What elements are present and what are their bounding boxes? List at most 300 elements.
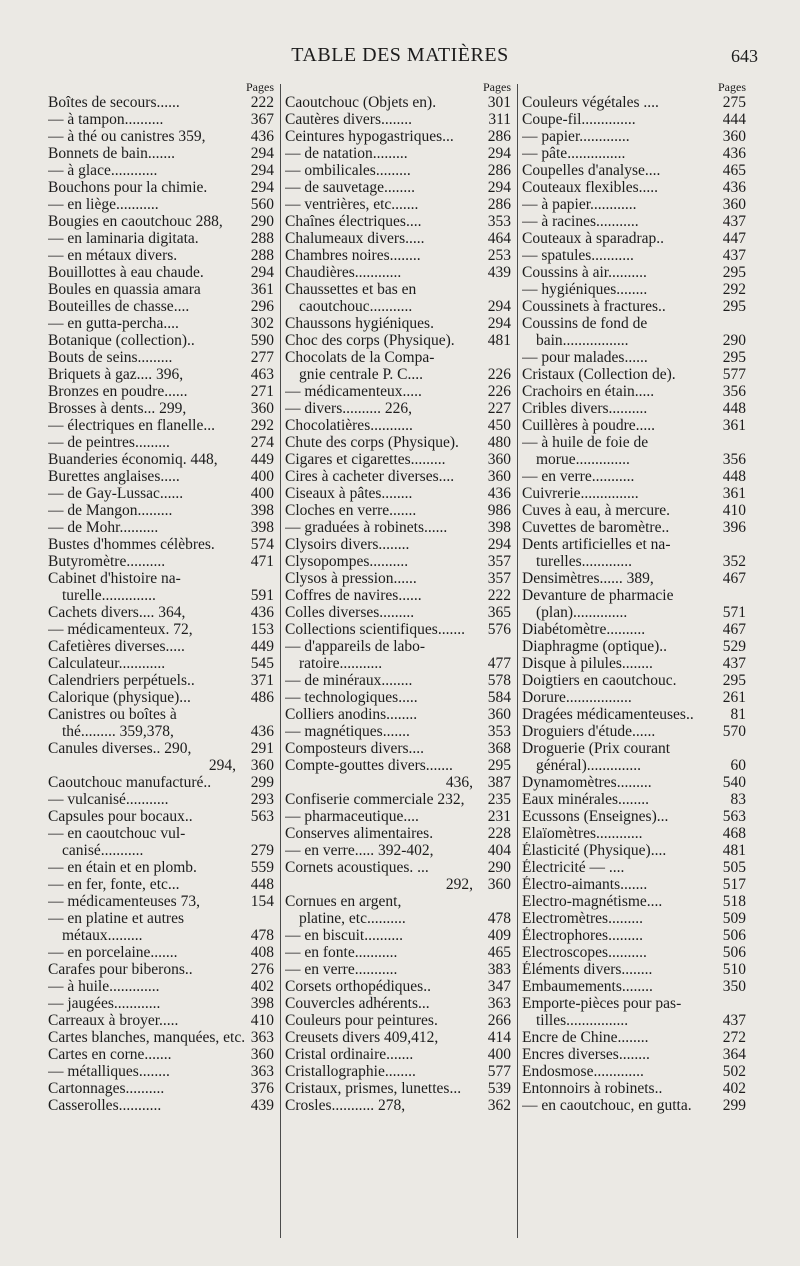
entry-term: Cires à cacheter diverses....	[285, 468, 455, 485]
entry-page: 272	[720, 1029, 746, 1046]
entry-term: — à thé ou canistres 359,	[48, 128, 206, 145]
entry-page: 301	[485, 94, 511, 111]
entry-page: 363	[248, 1029, 274, 1046]
index-entry	[522, 876, 748, 893]
index-entry	[48, 978, 276, 995]
index-entry	[48, 655, 276, 672]
page-title: TABLE DES MATIÈRES	[291, 44, 509, 66]
entry-term: Carafes pour biberons..	[48, 961, 193, 978]
index-entry	[285, 706, 513, 723]
index-entry	[48, 740, 276, 757]
entry-term: — à papier............	[522, 196, 637, 213]
index-entry	[48, 774, 276, 791]
entry-page: 295	[720, 672, 746, 689]
entry-term: Devanture de pharmacie	[522, 587, 674, 604]
pages-heading: Pages	[718, 80, 746, 94]
entry-page: 468	[720, 825, 746, 842]
index-entry	[285, 604, 513, 621]
entry-term: — de natation.........	[285, 145, 408, 162]
entry-page: 361	[720, 417, 746, 434]
entry-term: Chambres noires........	[285, 247, 421, 264]
index-entry	[48, 281, 276, 298]
index-entry	[522, 961, 748, 978]
index-entry	[522, 774, 748, 791]
index-entry	[522, 298, 748, 315]
entry-term: — médicamenteux.....	[285, 383, 422, 400]
index-entry	[285, 553, 513, 570]
entry-term: Cartes en corne.......	[48, 1046, 172, 1063]
entry-term: — pâte...............	[522, 145, 626, 162]
entry-term: Capsules pour bocaux..	[48, 808, 193, 825]
index-entry	[285, 349, 513, 366]
entry-term: général)..............	[536, 757, 642, 774]
index-entry	[522, 1063, 748, 1080]
entry-term: caoutchouc...........	[299, 298, 413, 315]
entry-page: 574	[248, 536, 274, 553]
index-entry	[522, 332, 748, 349]
index-entry	[48, 128, 276, 145]
index-entry	[48, 1012, 276, 1029]
index-entry	[285, 638, 513, 655]
entry-term: — technologiques.....	[285, 689, 418, 706]
entry-term: Choc des corps (Physique).	[285, 332, 455, 349]
entry-term: — divers.......... 226,	[285, 400, 413, 417]
entry-page: 360	[485, 451, 511, 468]
index-entry	[48, 247, 276, 264]
index-entry	[522, 842, 748, 859]
entry-page: 361	[720, 485, 746, 502]
entry-page: 231	[485, 808, 511, 825]
index-column-2	[285, 80, 513, 1236]
entry-page: 464	[485, 230, 511, 247]
entry-term: Doigtiers en caoutchouc.	[522, 672, 677, 689]
entry-page: 387	[485, 774, 511, 791]
entry-term: Electromètres.........	[522, 910, 643, 927]
entry-term: Burettes anglaises.....	[48, 468, 180, 485]
entry-term: — à tampon..........	[48, 111, 164, 128]
index-entry	[522, 417, 748, 434]
entry-page: 509	[720, 910, 746, 927]
index-entry	[285, 383, 513, 400]
entry-page: 292	[720, 281, 746, 298]
entry-term: Coupe-fil..............	[522, 111, 636, 128]
index-entry	[285, 1080, 513, 1097]
entry-page: 444	[720, 111, 746, 128]
entry-page: 448	[720, 400, 746, 417]
index-entry	[285, 910, 513, 927]
index-entry	[522, 247, 748, 264]
entry-term: Couteaux flexibles.....	[522, 179, 659, 196]
index-entry	[522, 1012, 748, 1029]
entry-page: 293	[248, 791, 274, 808]
index-entry	[285, 1012, 513, 1029]
entry-page: 398	[248, 995, 274, 1012]
entry-term: (plan)..............	[536, 604, 628, 621]
index-entry	[48, 842, 276, 859]
index-entry	[48, 502, 276, 519]
entry-page: 437	[720, 213, 746, 230]
entry-term: — en porcelaine.......	[48, 944, 178, 961]
entry-term: turelles.............	[536, 553, 632, 570]
entry-page: 436	[720, 145, 746, 162]
index-entry	[285, 179, 513, 196]
entry-term: Crosles........... 278,	[285, 1097, 406, 1114]
entry-page: 506	[720, 944, 746, 961]
index-entry	[285, 672, 513, 689]
index-entry	[522, 587, 748, 604]
entry-page: 294	[485, 145, 511, 162]
entry-page: 261	[720, 689, 746, 706]
index-entry	[522, 451, 748, 468]
entry-page: 294	[485, 536, 511, 553]
index-entry	[285, 893, 513, 910]
pages-heading: Pages	[246, 80, 274, 94]
entry-page: 591	[248, 587, 274, 604]
index-entry	[285, 1029, 513, 1046]
entry-term: — en verre..... 392-402,	[285, 842, 434, 859]
entry-term: Chaussons hygiéniques.	[285, 315, 434, 332]
index-entry	[522, 1046, 748, 1063]
entry-page: 449	[248, 451, 274, 468]
entry-term: Composteurs divers....	[285, 740, 425, 757]
index-entry	[522, 655, 748, 672]
index-entry	[285, 774, 513, 791]
entry-term: Electroscopes..........	[522, 944, 647, 961]
index-entry	[285, 1046, 513, 1063]
entry-term: — magnétiques.......	[285, 723, 410, 740]
entry-term: Dragées médicamenteuses..	[522, 706, 694, 723]
index-entry	[48, 672, 276, 689]
entry-page: 360	[485, 468, 511, 485]
entry-term: — en gutta-percha....	[48, 315, 179, 332]
entry-term: Chalumeaux divers.....	[285, 230, 425, 247]
entry-page: 371	[248, 672, 274, 689]
entry-term: — de sauvetage........	[285, 179, 415, 196]
entry-page: 294	[248, 145, 274, 162]
entry-page: 436	[720, 179, 746, 196]
entry-term: Elaïomètres............	[522, 825, 643, 842]
entry-page: 60	[728, 757, 747, 774]
entry-page: 505	[720, 859, 746, 876]
entry-term: Caoutchouc manufacturé..	[48, 774, 212, 791]
index-entry	[48, 434, 276, 451]
index-entry	[522, 230, 748, 247]
entry-page: 471	[248, 553, 274, 570]
entry-page: 350	[720, 978, 746, 995]
entry-term: — de Mohr..........	[48, 519, 159, 536]
index-entry	[48, 723, 276, 740]
index-entry	[48, 1029, 276, 1046]
entry-page: 362	[485, 1097, 511, 1114]
entry-term: Ciseaux à pâtes........	[285, 485, 413, 502]
index-entry	[285, 332, 513, 349]
entry-term: Bronzes en poudre......	[48, 383, 188, 400]
entry-page: 408	[248, 944, 274, 961]
index-entry	[285, 519, 513, 536]
entry-page: 478	[485, 910, 511, 927]
entry-page: 226	[485, 366, 511, 383]
entry-page: 296	[248, 298, 274, 315]
index-entry	[522, 196, 748, 213]
index-entry	[522, 689, 748, 706]
index-entry	[48, 995, 276, 1012]
index-entry	[285, 213, 513, 230]
entry-term: Bonnets de bain.......	[48, 145, 175, 162]
index-entry	[285, 281, 513, 298]
entry-term: — d'appareils de labo-	[285, 638, 426, 655]
entry-page: 292	[248, 417, 274, 434]
entry-page: 288	[248, 230, 274, 247]
index-entry	[522, 485, 748, 502]
entry-page: 286	[485, 162, 511, 179]
index-entry	[48, 587, 276, 604]
entry-page: 154	[248, 893, 274, 910]
entry-page: 577	[485, 1063, 511, 1080]
entry-page: 467	[720, 570, 746, 587]
entry-term: Bougies en caoutchouc 288,	[48, 213, 223, 230]
entry-term: métaux.........	[62, 927, 143, 944]
entry-term: Élasticité (Physique)....	[522, 842, 667, 859]
index-entry	[522, 213, 748, 230]
entry-page: 290	[720, 332, 746, 349]
index-entry	[285, 468, 513, 485]
entry-page: 290	[485, 859, 511, 876]
index-entry	[48, 604, 276, 621]
entry-term: Cribles divers..........	[522, 400, 648, 417]
index-entry	[48, 94, 276, 111]
index-entry	[522, 553, 748, 570]
index-entry	[285, 111, 513, 128]
entry-page: 577	[720, 366, 746, 383]
entry-term: Calendriers perpétuels..	[48, 672, 195, 689]
index-entry	[48, 621, 276, 638]
index-entry	[522, 145, 748, 162]
entry-page: 81	[728, 706, 747, 723]
entry-page: 402	[248, 978, 274, 995]
index-entry	[48, 825, 276, 842]
entry-term: Cuillères à poudre.....	[522, 417, 656, 434]
entry-term: Électro-aimants.......	[522, 876, 648, 893]
index-entry	[48, 332, 276, 349]
index-entry	[48, 536, 276, 553]
index-entry	[285, 876, 513, 893]
index-entry	[522, 315, 748, 332]
entry-term: Couvercles adhérents...	[285, 995, 430, 1012]
page-header	[0, 44, 800, 74]
entry-term: Crachoirs en étain.....	[522, 383, 655, 400]
entry-page: 357	[485, 570, 511, 587]
entry-page: 352	[720, 553, 746, 570]
index-entry	[48, 1046, 276, 1063]
entry-page: 414	[485, 1029, 511, 1046]
entry-page: 540	[720, 774, 746, 791]
entry-term: ratoire...........	[299, 655, 383, 672]
entry-page: 299	[720, 1097, 746, 1114]
index-entry	[285, 978, 513, 995]
entry-page: 360	[485, 876, 511, 893]
index-entry	[48, 1063, 276, 1080]
index-entry	[48, 638, 276, 655]
entry-term: turelle..............	[62, 587, 156, 604]
index-entry	[285, 434, 513, 451]
index-entry	[285, 825, 513, 842]
entry-term: — médicamenteux. 72,	[48, 621, 193, 638]
entry-term: Cornues en argent,	[285, 893, 402, 910]
index-entry	[48, 519, 276, 536]
index-entry	[285, 366, 513, 383]
entry-term: Cigares et cigarettes.........	[285, 451, 446, 468]
index-entry	[522, 111, 748, 128]
index-entry	[48, 417, 276, 434]
entry-term: — ventrières, etc.......	[285, 196, 419, 213]
index-column-3	[522, 80, 748, 1236]
entry-term: morue..............	[536, 451, 630, 468]
entry-term: Densimètres...... 389,	[522, 570, 654, 587]
index-entry	[522, 910, 748, 927]
entry-term: bain.................	[536, 332, 629, 349]
index-entry	[285, 587, 513, 604]
entry-term: Cartonnages..........	[48, 1080, 165, 1097]
entry-term: — en étain et en plomb.	[48, 859, 197, 876]
index-entry	[48, 689, 276, 706]
index-entry	[48, 706, 276, 723]
entry-page: 295	[720, 349, 746, 366]
entry-term: Collections scientifiques.......	[285, 621, 465, 638]
index-entry	[522, 264, 748, 281]
index-entry	[522, 179, 748, 196]
entry-term: — médicamenteuses 73,	[48, 893, 200, 910]
entry-page: 274	[248, 434, 274, 451]
entry-page: 410	[720, 502, 746, 519]
index-entry	[48, 468, 276, 485]
index-entry	[522, 536, 748, 553]
entry-term: Bouillottes à eau chaude.	[48, 264, 204, 281]
index-entry	[48, 859, 276, 876]
entry-term: Bouchons pour la chimie.	[48, 179, 208, 196]
entry-page: 400	[248, 485, 274, 502]
entry-page: 560	[248, 196, 274, 213]
entry-page: 228	[485, 825, 511, 842]
entry-term: — en fonte...........	[285, 944, 398, 961]
entry-page: 396	[720, 519, 746, 536]
entry-term: — vulcanisé...........	[48, 791, 169, 808]
entry-term: Cloches en verre.......	[285, 502, 417, 519]
entry-page: 294	[485, 298, 511, 315]
index-entry	[48, 349, 276, 366]
index-entry	[285, 145, 513, 162]
entry-term: — en platine et autres	[48, 910, 185, 927]
entry-page: 467	[720, 621, 746, 638]
entry-page: 576	[485, 621, 511, 638]
entry-page: 437	[720, 1012, 746, 1029]
entry-term: Encres diverses........	[522, 1046, 650, 1063]
entry-term: Chute des corps (Physique).	[285, 434, 459, 451]
entry-term: Clysos à pression......	[285, 570, 417, 587]
index-entry	[522, 723, 748, 740]
index-entry	[285, 196, 513, 213]
index-entry	[522, 1080, 748, 1097]
entry-page: 360	[248, 757, 274, 774]
entry-page: 357	[485, 553, 511, 570]
index-entry	[48, 485, 276, 502]
entry-term: Cachets divers.... 364,	[48, 604, 186, 621]
index-entry	[285, 570, 513, 587]
column-divider	[517, 84, 518, 1238]
entry-page: 227	[485, 400, 511, 417]
entry-term: Calorique (physique)...	[48, 689, 191, 706]
entry-term: Ceintures hypogastriques...	[285, 128, 454, 145]
entry-term: Couteaux à sparadrap..	[522, 230, 665, 247]
entry-term: Endosmose.............	[522, 1063, 644, 1080]
index-entry	[522, 638, 748, 655]
entry-page: 271	[248, 383, 274, 400]
page-number: 643	[731, 46, 758, 66]
entry-page: 295	[720, 264, 746, 281]
entry-page: 480	[485, 434, 511, 451]
entry-term: — en verre...........	[522, 468, 635, 485]
index-entry	[522, 519, 748, 536]
entry-term: Cristaux, prismes, lunettes...	[285, 1080, 462, 1097]
entry-term: Chocolats de la Compa-	[285, 349, 435, 366]
index-entry	[522, 893, 748, 910]
entry-term: Disque à pilules........	[522, 655, 653, 672]
entry-page: 436	[248, 723, 274, 740]
entry-term: Cabinet d'histoire na-	[48, 570, 181, 587]
index-entry	[522, 978, 748, 995]
index-entry	[285, 536, 513, 553]
entry-term: 294,	[208, 757, 236, 774]
entry-term: Entonnoirs à robinets..	[522, 1080, 663, 1097]
entry-term: — papier.............	[522, 128, 630, 145]
index-entry	[285, 791, 513, 808]
entry-term: Cuvettes de baromètre..	[522, 519, 670, 536]
entry-term: Canules diverses.. 290,	[48, 740, 192, 757]
index-entry	[48, 366, 276, 383]
entry-page: 518	[720, 893, 746, 910]
entry-page: 291	[248, 740, 274, 757]
entry-page: 294	[485, 315, 511, 332]
entry-term: Briquets à gaz.... 396,	[48, 366, 184, 383]
entry-page: 506	[720, 927, 746, 944]
entry-page: 563	[248, 808, 274, 825]
entry-term: Casserolles...........	[48, 1097, 162, 1114]
entry-page: 276	[248, 961, 274, 978]
entry-page: 481	[485, 332, 511, 349]
entry-term: Diabétomètre..........	[522, 621, 646, 638]
entry-page: 436	[248, 128, 274, 145]
entry-term: Cristal ordinaire.......	[285, 1046, 414, 1063]
entry-page: 226	[485, 383, 511, 400]
entry-term: Brosses à dents... 299,	[48, 400, 187, 417]
entry-page: 294	[248, 179, 274, 196]
entry-term: Compte-gouttes divers.......	[285, 757, 453, 774]
entry-term: Éléments divers........	[522, 961, 653, 978]
index-entry	[285, 621, 513, 638]
entry-term: Bouts de seins.........	[48, 349, 173, 366]
index-entry	[522, 672, 748, 689]
index-entry	[285, 247, 513, 264]
index-entry	[522, 825, 748, 842]
index-entry	[522, 349, 748, 366]
entry-page: 275	[720, 94, 746, 111]
entry-page: 437	[720, 247, 746, 264]
index-entry	[48, 570, 276, 587]
index-entry	[48, 808, 276, 825]
entry-term: — en laminaria digitata.	[48, 230, 199, 247]
entry-term: Caoutchouc (Objets en).	[285, 94, 437, 111]
entry-page: 294	[248, 162, 274, 179]
entry-term: Diaphragme (optique)..	[522, 638, 668, 655]
